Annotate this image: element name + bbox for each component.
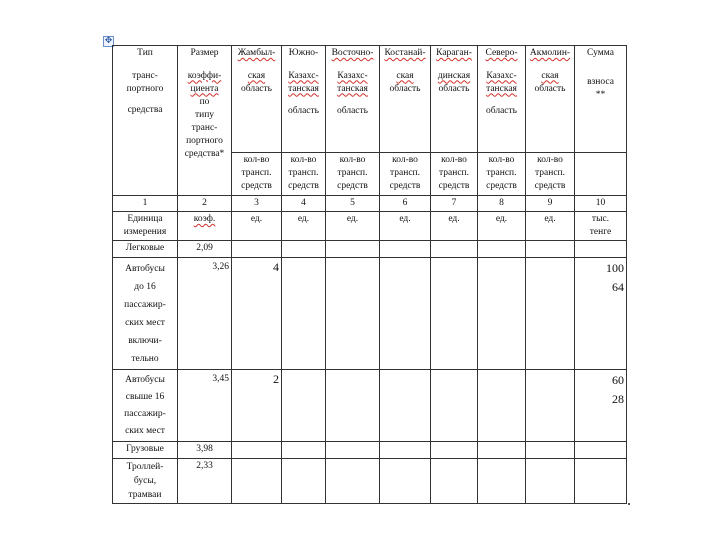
region-line: область bbox=[438, 83, 470, 94]
count-label: кол-во трансп. средств bbox=[526, 153, 575, 196]
col-number: 1 bbox=[113, 196, 178, 212]
row-cell bbox=[326, 258, 380, 370]
region-3-sub bbox=[326, 62, 380, 153]
type-line: средства bbox=[127, 104, 163, 115]
size-line: по bbox=[199, 96, 210, 107]
col-number: 4 bbox=[282, 196, 326, 212]
row-cell bbox=[232, 241, 282, 258]
units-region: ед. bbox=[232, 212, 282, 241]
row-cell bbox=[478, 370, 526, 442]
header-sum-sub bbox=[575, 62, 627, 153]
row-cell bbox=[232, 459, 282, 504]
row-cell: 4 bbox=[232, 258, 282, 370]
row-coef: 2,33 bbox=[178, 459, 232, 504]
count-label: кол-во трансп. средств bbox=[232, 153, 282, 196]
col-number: 2 bbox=[178, 196, 232, 212]
region-line: ская bbox=[247, 70, 266, 81]
region-line: область bbox=[485, 105, 517, 116]
col-number: 5 bbox=[326, 196, 380, 212]
row-sum bbox=[575, 442, 627, 459]
row-cell bbox=[431, 241, 478, 258]
row-coef: 3,26 bbox=[178, 258, 232, 370]
header-region-2: Южно- bbox=[282, 46, 326, 62]
row-cell bbox=[282, 442, 326, 459]
region-line: Казахс- bbox=[288, 70, 319, 81]
row-cell bbox=[282, 241, 326, 258]
header-sum-title: Сумма bbox=[575, 46, 627, 62]
row-cell bbox=[431, 258, 478, 370]
col-number: 9 bbox=[526, 196, 575, 212]
row-cell bbox=[326, 459, 380, 504]
row-cell bbox=[326, 442, 380, 459]
size-line: средства* bbox=[184, 148, 225, 159]
region-line: область bbox=[287, 105, 319, 116]
row-cell bbox=[380, 370, 431, 442]
region-line: танская bbox=[288, 83, 319, 94]
region-line-spacer bbox=[284, 96, 323, 105]
col-number: 8 bbox=[478, 196, 526, 212]
sum-line: взноса bbox=[587, 76, 614, 87]
row-sum bbox=[575, 459, 627, 504]
row-cell bbox=[380, 459, 431, 504]
row-sum: 100 64 bbox=[575, 258, 627, 370]
header-region-7: Акмолин- bbox=[526, 46, 575, 62]
count-label: кол-во трансп. средств bbox=[431, 153, 478, 196]
units-region: ед. bbox=[380, 212, 431, 241]
units-coef: коэф. bbox=[178, 212, 232, 241]
row-cell bbox=[282, 258, 326, 370]
size-line: транс- bbox=[191, 122, 218, 133]
row-type-text: Автобусы до 16 пассажир- ских мест включи- тельно bbox=[124, 264, 166, 364]
header-region-4: Костанай- bbox=[380, 46, 431, 62]
row-cell bbox=[282, 370, 326, 442]
col-number: 3 bbox=[232, 196, 282, 212]
row-cell bbox=[326, 241, 380, 258]
table-row bbox=[113, 258, 627, 370]
row-cell bbox=[526, 370, 575, 442]
row-cell bbox=[326, 370, 380, 442]
row-cell bbox=[478, 459, 526, 504]
region-line: ская bbox=[396, 70, 414, 81]
count-label: кол-во трансп. средств bbox=[478, 153, 526, 196]
table-move-handle-icon[interactable]: ✥ bbox=[104, 36, 113, 46]
row-cell: 2 bbox=[232, 370, 282, 442]
vehicle-fee-table bbox=[112, 45, 627, 504]
row-sum: 60 28 bbox=[575, 370, 627, 442]
units-region: ед. bbox=[478, 212, 526, 241]
region-line: Казахс- bbox=[337, 70, 368, 81]
col-number: 10 bbox=[575, 196, 627, 212]
column-number-row bbox=[113, 196, 627, 212]
col-number: 7 bbox=[431, 196, 478, 212]
region-line: Казахс- bbox=[486, 70, 517, 81]
size-line: коэффи- bbox=[187, 70, 222, 81]
row-cell bbox=[431, 370, 478, 442]
row-cell bbox=[232, 442, 282, 459]
row-sum bbox=[575, 241, 627, 258]
header-region-6: Северо- bbox=[478, 46, 526, 62]
region-line-spacer bbox=[480, 96, 523, 105]
header-size-title: Размер bbox=[178, 46, 232, 62]
region-7-sub bbox=[526, 62, 575, 153]
table-row bbox=[113, 241, 627, 258]
table-row bbox=[113, 459, 627, 504]
row-type: Легковые bbox=[113, 241, 178, 258]
end-of-cell-marker bbox=[628, 503, 630, 505]
row-cell bbox=[478, 258, 526, 370]
units-sum: тыс. тенге bbox=[575, 212, 627, 241]
units-region: ед. bbox=[431, 212, 478, 241]
region-line: область bbox=[336, 105, 368, 116]
sum-line: ** bbox=[595, 89, 606, 100]
row-cell bbox=[526, 258, 575, 370]
units-region: ед. bbox=[282, 212, 326, 241]
header-type-sub bbox=[113, 62, 178, 196]
row-cell bbox=[478, 241, 526, 258]
type-line: транс- bbox=[132, 70, 158, 81]
row-cell bbox=[431, 442, 478, 459]
table-row bbox=[113, 442, 627, 459]
size-line: портного bbox=[186, 135, 223, 146]
units-region: ед. bbox=[526, 212, 575, 241]
row-type: Грузовые bbox=[113, 442, 178, 459]
region-2-sub bbox=[282, 62, 326, 153]
region-line: танская bbox=[337, 83, 368, 94]
row-type bbox=[113, 258, 178, 370]
row-cell bbox=[431, 459, 478, 504]
type-line: портного bbox=[126, 83, 164, 94]
header-region-5: Караган- bbox=[431, 46, 478, 62]
units-row bbox=[113, 212, 627, 241]
region-line: область bbox=[389, 83, 421, 94]
region-line-spacer bbox=[328, 96, 377, 105]
row-type: Троллей- бусы, трамваи bbox=[113, 459, 178, 504]
region-line: область bbox=[240, 83, 272, 94]
size-line: типу bbox=[194, 109, 215, 120]
header-subtitle-row bbox=[113, 62, 627, 153]
count-label: кол-во трансп. средств bbox=[326, 153, 380, 196]
region-6-sub bbox=[478, 62, 526, 153]
size-line: циента bbox=[190, 83, 219, 94]
region-4-sub bbox=[380, 62, 431, 153]
row-cell bbox=[478, 442, 526, 459]
row-cell bbox=[380, 241, 431, 258]
units-label: Единица измерения bbox=[113, 212, 178, 241]
header-type-title: Тип bbox=[113, 46, 178, 62]
col-number: 6 bbox=[380, 196, 431, 212]
count-label: кол-во трансп. средств bbox=[380, 153, 431, 196]
table-row bbox=[113, 370, 627, 442]
region-5-sub bbox=[431, 62, 478, 153]
row-cell bbox=[526, 241, 575, 258]
region-1-sub bbox=[232, 62, 282, 153]
row-cell bbox=[282, 459, 326, 504]
header-region-3: Восточно- bbox=[326, 46, 380, 62]
count-label: кол-во трансп. средств bbox=[282, 153, 326, 196]
region-line: область bbox=[534, 83, 566, 94]
row-type-text: Автобусы свыше 16 пассажир- ских мест bbox=[124, 375, 166, 436]
header-region-1: Жамбыл- bbox=[232, 46, 282, 62]
count-sum-empty bbox=[575, 153, 627, 196]
row-coef: 3,45 bbox=[178, 370, 232, 442]
row-type bbox=[113, 370, 178, 442]
row-coef: 3,98 bbox=[178, 442, 232, 459]
row-coef: 2,09 bbox=[178, 241, 232, 258]
row-cell bbox=[526, 459, 575, 504]
row-cell bbox=[526, 442, 575, 459]
region-line: динская bbox=[437, 70, 471, 81]
region-line: танская bbox=[486, 83, 517, 94]
region-line: ская bbox=[541, 70, 559, 81]
row-cell bbox=[380, 258, 431, 370]
header-size-sub bbox=[178, 62, 232, 196]
row-cell bbox=[380, 442, 431, 459]
units-region: ед. bbox=[326, 212, 380, 241]
header-title-row bbox=[113, 46, 627, 62]
